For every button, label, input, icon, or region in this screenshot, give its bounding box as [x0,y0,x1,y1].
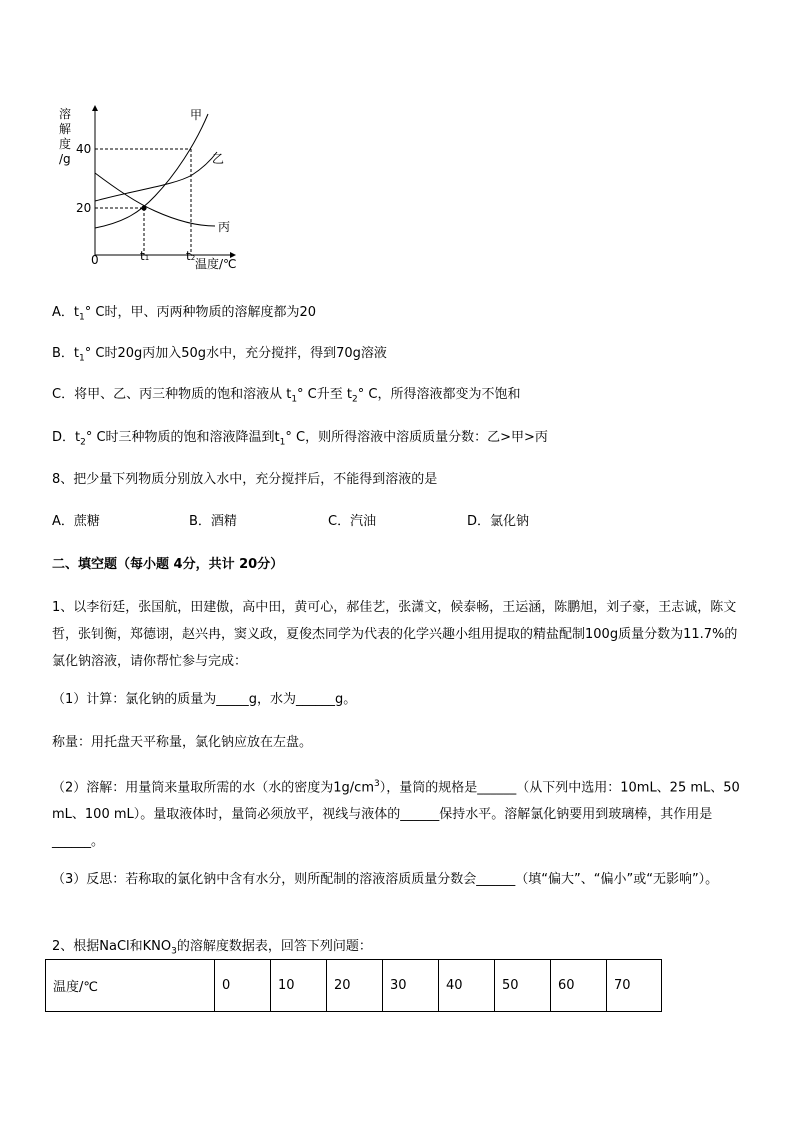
table-cell: 50 [495,960,551,1012]
ylabel-2: 解 [59,122,72,136]
label-jia: 甲 [190,108,203,122]
table-cell: 20 [327,960,383,1012]
x-axis-label: 温度/℃ [195,257,237,271]
solubility-table [45,959,662,1012]
table-header-temp: 温度/℃ [46,960,215,1012]
ylabel-4: /g [59,152,71,166]
curve-yi [95,152,217,201]
x-tick-t1: t1 [140,249,150,263]
curve-bing [95,173,215,226]
q8-option-a: A．蔗糖 [52,514,100,529]
fill2-stem: 2、根据NaCl和$KNO_3$的溶解度数据表，回答下列问题： [52,939,372,957]
table-cell: 60 [551,960,607,1012]
fill1-intro: 1、以李衍廷，张国航，田建傲，高中田，黄可心，郝佳艺，张潇文，候泰畅，王运涵，陈鹏旭，刘子豪，王志诚，陈文哲，张钊衡，郑德诩，赵兴冉，窦义政，夏俊杰同学为代表的化学兴趣小组用提取的精盐配制100g质量分数为11.7%的氯化钠溶液，请你帮忙参与完成： [52,600,738,669]
origin-label: 0 [91,253,99,267]
q7-option-b: B．$t_1^\circ$ C时20g丙加入50g水中，充分搅拌，得到70g溶液 [52,346,387,364]
fill1-part3: （3）反思：若称取的氯化钠中含有水分，则所配制的溶液溶质质量分数会______（填“偏大”、“偏小”或“无影响”）。 [52,872,719,887]
label-yi: 乙 [212,152,225,166]
q8-option-b: B．酒精 [189,514,237,529]
q8-option-c: C．汽油 [328,514,377,529]
fill1-part1: （1）计算：氯化钠的质量为_____g，水为______g。 [52,692,357,707]
ylabel-3: 度 [59,137,72,151]
ylabel-1: 溶 [59,107,72,121]
q8-options [52,511,752,533]
q7-option-c: C．将甲、乙、丙三种物质的饱和溶液从 $t_1^\circ$ C升至 $t_2^\circ$ C，所得溶液都变为不饱和 [52,387,521,405]
intersection-point [141,205,146,210]
solubility-graph [55,100,255,275]
table-row [46,960,662,1012]
section-heading: 二、填空题（每小题 4分，共计 20分） [52,557,284,572]
q8-stem: 8、把少量下列物质分别放入水中，充分搅拌后，不能得到溶液的是 [52,472,438,487]
y-tick-40: 40 [76,142,92,156]
q8-option-d: D．氯化钠 [467,514,530,529]
y-tick-20: 20 [76,201,92,215]
q7-option-d: D．$t_2^\circ$ C时三种物质的饱和溶液降温到$t_1^\circ$ C，则所得溶液中溶质质量分数：乙>甲>丙 [52,430,548,448]
table-cell: 70 [607,960,662,1012]
label-bing: 丙 [218,220,231,234]
table-cell: 10 [271,960,327,1012]
fill1-part2: （2）溶解：用量筒来量取所需的水（水的密度为$1g/cm^3$），量筒的规格是______（从下列中选用：10mL、25 mL、50 mL、100 mL）。量取液体时，量筒必须放平，视线与液体的______保持水平。溶解氯化钠要用到玻璃棒，其作用是______。 [52,779,740,850]
q7-option-a: A．$t_1^\circ$ C时，甲、丙两种物质的溶解度都为20 [52,305,316,323]
table-cell: 40 [439,960,495,1012]
table-cell: 30 [383,960,439,1012]
table-cell: 0 [215,960,271,1012]
x-tick-t2: t2 [186,249,196,263]
fill1-weigh: 称量：用托盘天平称量，氯化钠应放在左盘。 [52,735,313,750]
